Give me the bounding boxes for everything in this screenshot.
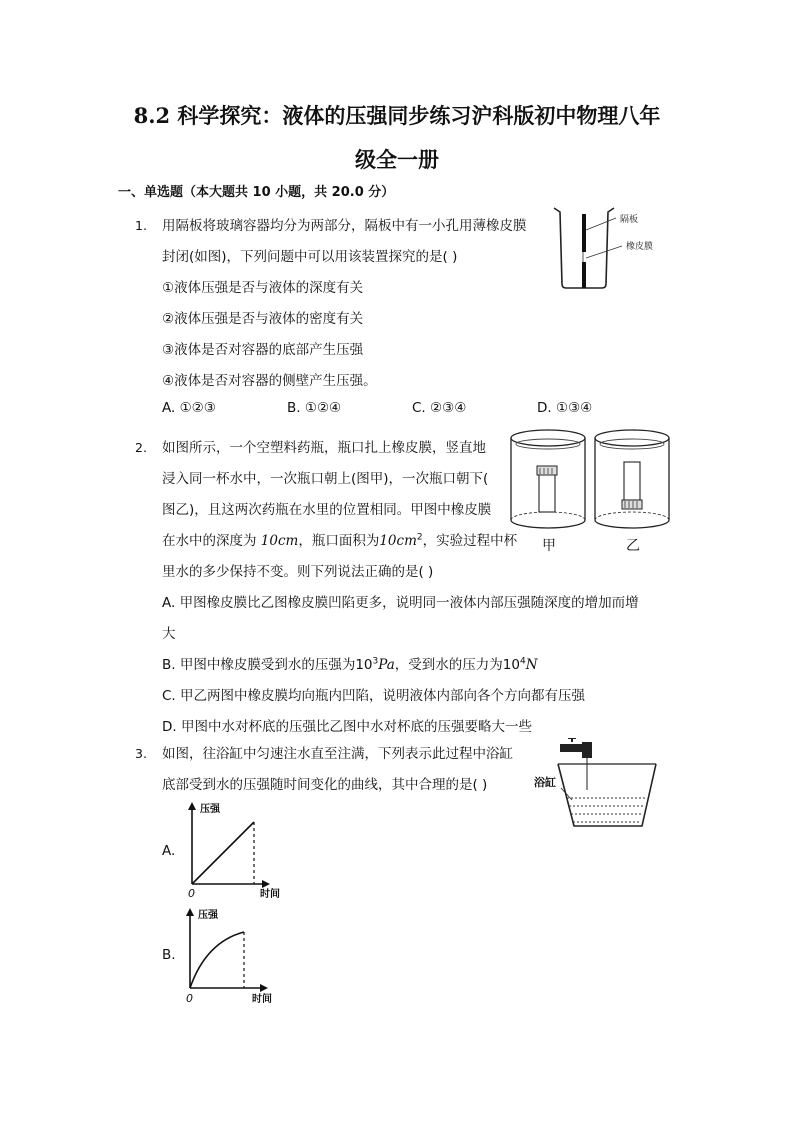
q3b-xlabel: 时间 [252,994,272,1005]
q2-line4-part3: ，实验过程中杯 [422,533,518,549]
q1-text-line2: 封闭(如图)，下列问题中可以用该装置探究的是( ) [162,249,458,265]
q3a-x-arrow [262,880,270,888]
q3-option-b-graph[interactable] [180,906,290,1006]
q2-line4-part2: ，瓶口面积为 [298,533,380,549]
q3-option-b-letter[interactable]: B. [162,947,176,963]
q2-optb-unit-n: N [525,657,538,673]
q2-optb-pressure-exp: 3 [372,656,379,667]
q2-optb-unit-pa: Pa [378,657,395,673]
q3b-x-arrow [260,984,268,992]
q2-text-line3: 图乙)，且这两次药瓶在水里的位置相同。甲图中橡皮膜 [162,502,492,518]
q3-number: 3. [135,746,147,761]
q3a-xlabel: 时间 [260,889,280,900]
q2-option-d[interactable]: D. 甲图中水对杯底的压强比乙图中水对杯底的压强要略大一些 [162,719,532,735]
q1-label-divider: 隔板 [620,215,639,225]
q2-optb-force-exp: 4 [519,656,526,667]
q3-faucet-pipe [560,744,582,752]
section-heading: 一、单选题（本大题共 10 小题，共 20.0 分） [118,185,395,200]
q1-option-a[interactable]: A. ①②③ [162,400,216,416]
q2-label-jia: 甲 [542,538,556,554]
q1-statement-3: ③液体是否对容器的底部产生压强 [162,342,364,358]
q1-divider-upper [582,214,586,252]
q2-optb-pressure: 10 [355,657,373,673]
q3b-y-arrow [186,908,194,916]
q2-optb-force: 10 [502,657,520,673]
q3b-ylabel: 压强 [198,910,218,921]
q1-label-membrane: 橡皮膜 [626,242,654,252]
q1-option-d[interactable]: D. ①③④ [537,400,593,416]
q2-text-line1: 如图所示，一个空塑料药瓶，瓶口扎上橡皮膜，竖直地 [162,440,486,456]
q2-depth-value: 10cm [260,533,299,549]
q2-option-a-line1[interactable]: A. 甲图橡皮膜比乙图橡皮膜凹陷更多，说明同一液体内部压强随深度的增加而增 [162,595,639,611]
q3-tub-outline [558,764,656,826]
q2-cups-figure [505,424,675,559]
q1-number: 1. [135,218,147,233]
page-title-line2: 级全一册 [355,147,439,172]
q1-statement-4: ④液体是否对容器的侧壁产生压强。 [162,373,377,389]
q2-label-yi: 乙 [626,538,640,554]
q2-line4-part1: 在水中的深度为 [162,533,261,549]
q1-container-figure [540,202,670,292]
q3b-curve [190,932,244,988]
q1-statement-1: ①液体压强是否与液体的深度有关 [162,280,364,296]
q2-number: 2. [135,440,147,455]
q3-text-line1: 如图，往浴缸中匀速注水直至注满，下列表示此过程中浴缸 [162,746,513,762]
q1-statement-2: ②液体压强是否与液体的密度有关 [162,311,364,327]
q2-text-line2: 浸入同一杯水中，一次瓶口朝上(图甲)，一次瓶口朝下( [162,471,489,487]
q2-option-a-line2[interactable]: 大 [162,626,176,642]
q3-label-tub: 浴缸 [534,776,556,789]
q3-text-line2: 底部受到水的压强随时间变化的曲线，其中合理的是( ) [162,777,488,793]
q1-option-c[interactable]: C. ②③④ [412,400,467,416]
q3a-y-arrow [188,802,196,810]
q3a-origin: 0 [188,887,195,900]
q3a-ylabel: 压强 [200,804,220,815]
q2-option-c[interactable]: C. 甲乙两图中橡皮膜均向瓶内凹陷，说明液体内部向各个方向都有压强 [162,688,586,704]
q2-optb-part2: ，受到水的压力为 [394,657,503,673]
q2-text-line4 [162,529,517,549]
q3-bathtub-figure [530,738,662,834]
q2-area-value: 10cm [379,533,417,549]
q1-divider-lower [582,262,586,288]
page-title-line1: 8.2 科学探究：液体的压强同步练习沪科版初中物理八年 [133,103,661,128]
q1-text-line1: 用隔板将玻璃容器均分为两部分，隔板中有一小孔用薄橡皮膜 [162,218,527,234]
q2-optb-part1: B. 甲图中橡皮膜受到水的压强为 [162,657,356,673]
q2-text-line5: 里水的多少保持不变。则下列说法正确的是( ) [162,564,434,580]
q2-cup-yi [595,430,669,528]
q3-option-a-letter[interactable]: A. [162,843,176,859]
q2-option-b[interactable] [162,653,538,673]
q1-option-b[interactable]: B. ①②④ [287,400,342,416]
q3b-origin: 0 [186,992,193,1005]
q3-option-a-graph[interactable] [180,800,290,900]
q3-faucet-head [582,742,592,758]
q3a-curve [192,822,254,884]
q2-cup-jia [511,430,585,528]
q2-area-exponent: 2 [416,532,423,543]
